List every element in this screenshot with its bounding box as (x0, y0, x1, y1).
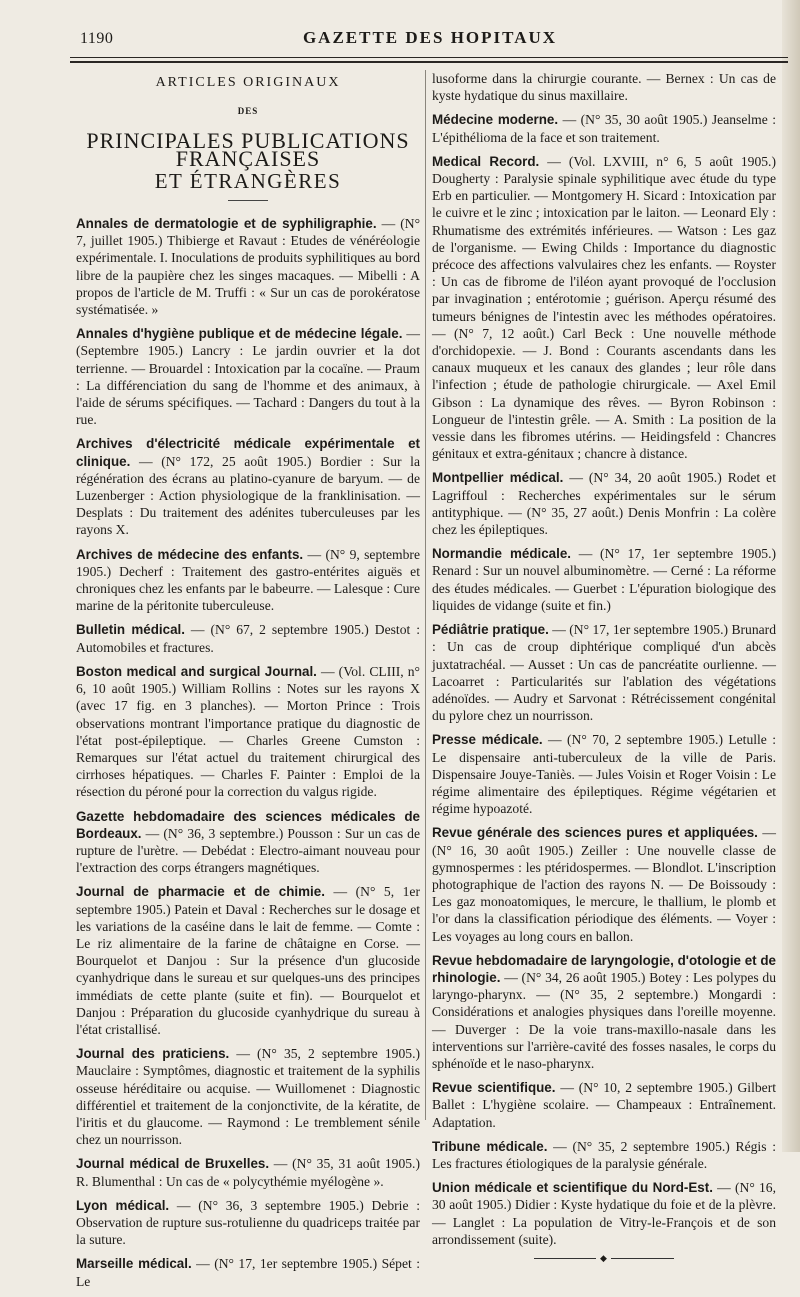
journal-title: Annales d'hygiène publique et de médecine légale. (76, 326, 403, 342)
running-title: GAZETTE DES HOPITAUX (302, 28, 558, 47)
entry-text: — (N° 35, 30 août 1905.) Jeanselme : L'épithélioma de la face et son traitement. (432, 112, 776, 145)
journal-title: Journal médical de Bruxelles. (76, 1156, 270, 1172)
entry-text: — (N° 172, 25 août 1905.) Bordier : Sur la régénération des écrans au platino-cyanure de baryum. — de Luzenberger : Action physiologique de la franklinisation. — Desplats : Du traitement des adénites tuberculeuses par les rayons X. (76, 453, 420, 538)
section-title-line1: PRINCIPALES PUBLICATIONS FRANÇAISES (86, 128, 410, 171)
page-number: 1190 (80, 30, 114, 47)
journal-title: Marseille médical. (76, 1256, 192, 1272)
bibliography-entry (432, 824, 776, 944)
entry-text: — (N° 67, 2 septembre 1905.) Destot : Automobiles et fractures. (76, 622, 421, 655)
header-rule-thick (70, 61, 788, 63)
section-heading (76, 74, 420, 201)
bibliography-entry (432, 469, 776, 538)
bibliography-entry (432, 1179, 776, 1248)
right-column (432, 70, 776, 1265)
header-rule (70, 57, 788, 58)
entry-text: — (N° 34, 26 août 1905.) Botey : Les polypes du laryngo-pharynx. — (N° 35, 2 septembre.) Mongardi : Considérations et analogies physiques dans l'oreille moyenne. — Duverger : De la voie trans-maxillo-nasale dans les interventions sur l'arrière-cavité des fosses nasales, le corps du sphénoïde et le naso-pharynx. (432, 969, 776, 1071)
entry-text: — (N° 17, 1er septembre 1905.) Sépet : Le (76, 1256, 420, 1289)
bibliography-entry (76, 663, 420, 801)
entry-text: — (N° 9, septembre 1905.) Decherf : Traitement des gastro-entérites aiguës et chroniques chez les enfants par le babeurre. — Lalesque : Cure marine de la péritonite tuberculeuse. (76, 546, 420, 614)
journal-title: Archives d'électricité médicale expérimentale et clinique. (76, 436, 420, 469)
journal-title: Gazette hebdomadaire des sciences médicales de Bordeaux. (76, 808, 420, 841)
bibliography-entry (76, 435, 420, 538)
bibliography-entry (76, 1255, 420, 1289)
entry-text: — (Vol. LXVIII, n° 6, 5 août 1905.) Dougherty : Paralysie spinale syphilitique avec étude du type Erb en particulier. — Montgomery H. Sicard : Intoxication par le cuivre et le zinc ; intoxication par le laiton. — Leonard Ely : Rhumatisme des extrémités inférieures. — Watson : Les gaz de l'organisme. — Ewing Childs : Importance du diagnostic précoce des affections valvulaires chez les enfants. — Royster : Un cas de fibrome de l'iléon ayant provoqué de l'occlusion par invagination ; entérotomie ; guérison. Aperçu résumé des tumeurs bénignes de l'intestin avec les méthodes opératoires. — (N° 7, 12 août.) Carl Beck : Une nouvelle méthode d'orchidopexie. — J. Bond : Courants ascendants dans les canaux muqueux et les canaux des glandes ; leur rôle dans l'infection ; étude de pathologie chirurgicale. — Axel Emil Gibson : La dynamique des rêves. — Byron Robinson : Longueur de l'intestin grêle. — A. Smith : La position de la vessie dans les fibromes utérins. — Heidingsfeld : Chancres génitaux et extra-génitaux ; chancre à distance. (432, 153, 776, 462)
bibliography-entry (76, 546, 420, 615)
bibliography-entry (76, 621, 420, 655)
entry-text: — (Septembre 1905.) Lancry : Le jardin ouvrier et la dot terrienne. — Brouardel : Intoxication par la cocaïne. — Praum : La différenciation du sang de l'homme et des animaux, à l'aide de sérums spécifiques. — Tachard : Dangers du tout à la rue. (76, 326, 420, 428)
end-ornament (534, 1258, 674, 1265)
bibliography-entry (76, 215, 420, 318)
bibliography-entry (432, 153, 776, 463)
journal-title: Montpellier médical. (432, 470, 564, 486)
journal-title: Union médicale et scientifique du Nord-Est. (432, 1180, 713, 1196)
journal-title: Annales de dermatologie et de syphiligraphie. (76, 216, 377, 232)
entry-text: — (N° 17, 1er septembre 1905.) Renard : Sur un nouvel albuminomètre. — Cerné : La réforme des études médicales. — Guerbet : L'épuration biologique des liquides de vidange (suite et fin.) (432, 546, 776, 613)
entry-text: — (N° 16, 30 août 1905.) Zeiller : Une nouvelle classe de gymnospermes : les ptéridospermes. — Blondlot. L'inscription photographique de l'action des rayons N. — De Boissoudy : Les gaz monoatomiques, le mercure, le thallium, le plomb et l'or dans la classification périodique des éléments. — Voyer : Les voyages au long cours en ballon. (432, 825, 776, 944)
journal-title: Journal de pharmacie et de chimie. (76, 884, 325, 900)
entry-text: — (N° 34, 20 août 1905.) Rodet et Lagriffoul : Recherches expérimentales sur le sérum antityphique. — (N° 35, 27 août.) Denis Monfrin : La colère chez les épileptiques. (432, 470, 776, 538)
entry-text: — (N° 35, 2 septembre 1905.) Mauclaire : Symptômes, diagnostic et traitement de la syphilis osseuse héréditaire ou acquise. — Wuillomenet : Diagnostic différentiel et traitement de la conjonctivite, de la kératite, de l'iritis et du glaucome. — Raymond : Le tremblement sénile chez un nourrisson. (76, 1046, 421, 1148)
bibliography-entry (76, 883, 420, 1038)
bibliography-entry (432, 1138, 776, 1172)
left-column (76, 70, 420, 1297)
journal-title: Medical Record. (432, 153, 540, 169)
bibliography-entry (432, 545, 776, 614)
journal-title: Boston medical and surgical Journal. (76, 663, 317, 679)
journal-title: Revue scientifique. (432, 1080, 556, 1096)
entry-text: lusoforme dans la chirurgie courante. — Bernex : Un cas de kyste hydatique du sinus maxillaire. (432, 71, 776, 104)
entry-text: — (N° 36, 3 septembre 1905.) Debrie : Observation de rupture sus-rotulienne du quadriceps traitée par la suture. (76, 1197, 420, 1248)
journal-title: Lyon médical. (76, 1197, 170, 1213)
journal-title: Archives de médecine des enfants. (76, 546, 304, 562)
bibliography-entry (432, 621, 776, 724)
entry-text: — (N° 7, juillet 1905.) Thibierge et Ravaut : Etudes de vénéréologie expérimentale. I. Inoculations de produits syphilitiques au bord libre de la paupière chez les singes macaques. — Mibelli : A propos de l'article de M. Truffi : « Sur un cas de porokératose systématisée. » (76, 216, 421, 318)
entry-text: — (N° 16, 30 août 1905.) Didier : Kyste hydatique du foie et de la plèvre. — Langlet : La population de Vitry-le-François et de son arrondissement (suite). (432, 1180, 776, 1247)
section-title-line2: ET ÉTRANGÈRES (154, 168, 342, 193)
journal-title: Revue hebdomadaire de laryngologie, d'otologie et de rhinologie. (432, 952, 776, 985)
section-des: DES (237, 106, 259, 117)
journal-title: Normandie médicale. (432, 546, 572, 562)
right-entries (432, 70, 776, 1248)
bibliography-entry (76, 325, 420, 428)
page-header (70, 28, 790, 56)
bibliography-entry (76, 1197, 420, 1249)
entry-text: — (N° 70, 2 septembre 1905.) Letulle : Le dispensaire anti-tuberculeux de la ville de Paris. Dispensaire Jouye-Taniès. — Jules Voisin et Roger Voisin : Le régime alimentaire des épileptiques. Régime végétarien et régime hypoazoté. (432, 732, 776, 817)
bibliography-entry (76, 808, 420, 877)
entry-text: — (N° 17, 1er septembre 1905.) Brunard : Un cas de croup diphtérique compliqué d'un abcès juxtatrachéal. — Ausset : Un cas de pancréatite ourlienne. — Lacoarret : Particularités sur l'ablation des végétations adénoïdes. — Audry et Sarvonat : Rétrécissement congénital du pylore chez un nourrisson. (432, 622, 776, 724)
journal-title: Presse médicale. (432, 732, 543, 748)
journal-title: Journal des praticiens. (76, 1046, 230, 1062)
bibliography-entry (432, 952, 776, 1072)
journal-title: Revue générale des sciences pures et appliquées. (432, 825, 758, 841)
journal-title: Tribune médicale. (432, 1138, 548, 1154)
entry-text: — (Vol. CLIII, n° 6, 10 août 1905.) William Rollins : Notes sur les rayons X (avec 17 fig. en 3 planches). — Morton Prince : Trois observations montrant l'importance pratique du diagnostic de l'état post-épileptique. — Charles Greene Cumston : Remarques sur l'état actuel du traitement chirurgical des cirrhoses hépatiques. — Charles F. Painter : Emploi de la résection du péroné pour la correction du valgus rigide. (76, 663, 420, 800)
section-label: ARTICLES ORIGINAUX (155, 75, 341, 90)
bibliography-entry (432, 70, 776, 104)
column-divider (425, 70, 426, 1120)
journal-title: Médecine moderne. (432, 112, 559, 128)
entry-text: — (N° 35, 31 août 1905.) R. Blumenthal : Un cas de « polycythémie myélogène ». (76, 1156, 420, 1189)
entry-text: — (N° 10, 2 septembre 1905.) Gilbert Ballet : L'hygiène scolaire. — Champeaux : Entraînement. Adaptation. (432, 1080, 776, 1130)
journal-title: Bulletin médical. (76, 622, 185, 638)
bibliography-entry (432, 111, 776, 145)
entry-text: — (N° 36, 3 septembre.) Pousson : Sur un cas de rupture de l'urètre. — Debédat : Electro-aimant nouveau pour l'extraction des corps étrangers magnétiques. (76, 825, 420, 876)
bibliography-entry (432, 1079, 776, 1131)
entry-text: — (N° 5, 1er septembre 1905.) Patein et Daval : Recherches sur le dosage et les variations de la caséine dans le lait de femme. — Comte : Le riz alimentaire de la farine de châtaigne en Corse. — Bourquelot et Danjou : Sur la présence d'un glucoside cyanhydrique dans le sureau et sur quelques-uns des principes immédiats de cette plante (suite et fin). — Bourquelot et Danjou : Préparation du glucoside cyanhydrique du sureau à l'état cristallisé. (76, 884, 420, 1037)
journal-title: Pédiâtrie pratique. (432, 622, 549, 638)
page-edge (782, 0, 800, 1152)
section-rule (228, 200, 268, 201)
entry-text: — (N° 35, 2 septembre 1905.) Régis : Les fractures étiologiques de la paralysie générale. (432, 1138, 776, 1171)
bibliography-entry (76, 1155, 420, 1189)
bibliography-entry (76, 1045, 420, 1148)
bibliography-entry (432, 731, 776, 817)
left-entries (76, 215, 420, 1290)
